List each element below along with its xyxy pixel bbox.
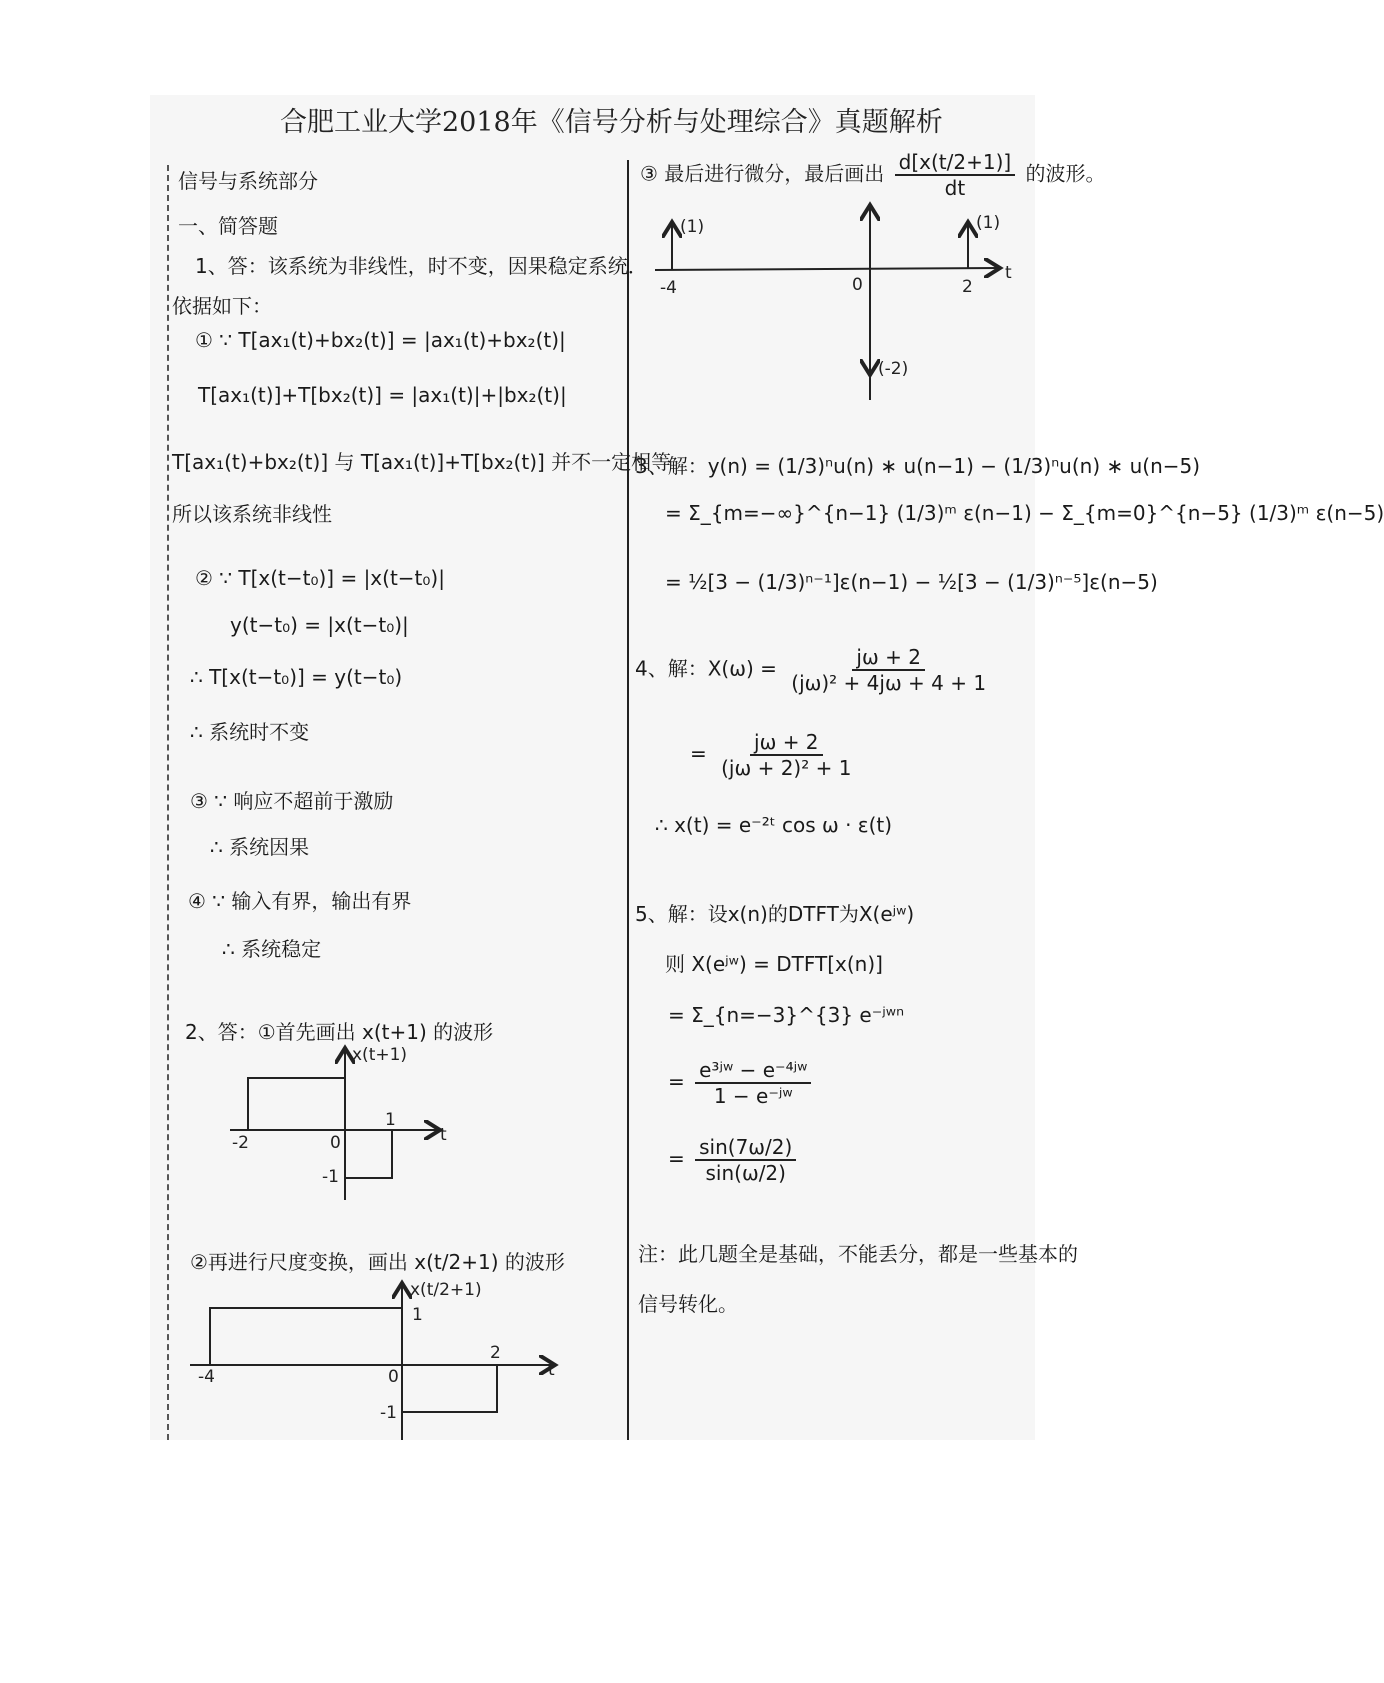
t-label: t [440, 1125, 447, 1145]
part-heading: 一、简答题 [178, 214, 278, 238]
tick-label: 1 [412, 1305, 423, 1325]
q2-heading: 2、答：①首先画出 x(t+1) 的波形 [185, 1020, 494, 1044]
conclusion-line: ∴ 系统时不变 [190, 720, 310, 744]
fraction-numerator: jω + 2 [852, 645, 925, 671]
tick-label: 2 [490, 1343, 501, 1363]
fraction-numerator: d[x(t/2+1)] [895, 150, 1016, 176]
graph-derivative-impulses [655, 205, 1012, 400]
tick-label: -1 [380, 1403, 397, 1423]
tick-label: 0 [852, 275, 863, 295]
tick-label: -2 [232, 1133, 249, 1153]
equation-line: ∴ T[x(t−t₀)] = y(t−t₀) [190, 665, 403, 689]
q5-line: = Σ_{n=−3}^{3} e⁻ʲʷⁿ [668, 1003, 905, 1027]
t-axis [655, 268, 1000, 270]
fraction-denominator: sin(ω/2) [705, 1161, 786, 1185]
equation-line: ② ∵ T[x(t−t₀)] = |x(t−t₀)| [195, 566, 445, 590]
fraction-denominator: dt [944, 176, 966, 200]
equation-line: T[ax₁(t)+bx₂(t)] 与 T[ax₁(t)]+T[bx₂(t)] 并不一定相等 [172, 450, 672, 474]
conclusion-line: ∴ 系统因果 [210, 835, 310, 859]
y-label: x(t/2+1) [410, 1280, 482, 1300]
equation-line: ① ∵ T[ax₁(t)+bx₂(t)] = |ax₁(t)+bx₂(t)| [195, 328, 566, 352]
q5-line: 则 X(eʲʷ) = DTFT[x(n)] [665, 952, 883, 976]
equation-line: y(t−t₀) = |x(t−t₀)| [230, 613, 409, 637]
fraction-denominator: (jω)² + 4jω + 4 + 1 [791, 671, 987, 695]
q4-prefix: 4、解：X(ω) = [635, 656, 777, 681]
impulse-label: (1) [976, 213, 1001, 233]
fraction-denominator: (jω + 2)² + 1 [721, 756, 852, 780]
tick-label: -4 [198, 1367, 215, 1387]
tick-label: 2 [962, 277, 973, 297]
document-title: 合肥工业大学2018年《信号分析与处理综合》真题解析 [280, 107, 943, 138]
impulse-label: (1) [680, 217, 705, 237]
equals-sign: = [690, 741, 707, 766]
section-heading: 信号与系统部分 [178, 169, 318, 193]
graph-x-t-plus-1 [230, 1045, 447, 1200]
graph-x-t-half-plus-1 [190, 1280, 555, 1440]
q1-answer: 1、答：该系统为非线性，时不变，因果稳定系统． [195, 254, 648, 278]
tick-label: 0 [330, 1133, 341, 1153]
fraction-numerator: sin(7ω/2) [695, 1135, 796, 1161]
q4-result: ∴ x(t) = e⁻²ᵗ cos ω · ε(t) [655, 813, 893, 837]
fraction-numerator: jω + 2 [750, 730, 823, 756]
step3-text: ③ 最后进行微分，最后画出 [640, 161, 885, 186]
conclusion-line: ∴ 系统稳定 [222, 937, 322, 961]
q3-line: = ½[3 − (1/3)ⁿ⁻¹]ε(n−1) − ½[3 − (1/3)ⁿ⁻⁵]ε(n−5) [665, 570, 1158, 594]
q3-line: 3、解：y(n) = (1/3)ⁿu(n) ∗ u(n−1) − (1/3)ⁿu(n) ∗ u(n−5) [635, 454, 1201, 478]
basis-label: 依据如下： [172, 294, 272, 318]
step3-suffix: 的波形。 [1025, 161, 1106, 186]
tick-label: 1 [385, 1110, 396, 1130]
q3-line: = Σ_{m=−∞}^{n−1} (1/3)ᵐ ε(n−1) − Σ_{m=0}^{n−5} (1/3)ᵐ ε(n−5) [665, 501, 1384, 525]
tick-label: -1 [322, 1167, 339, 1187]
note-line: 注：此几题全是基础，不能丢分，都是一些基本的 [638, 1242, 1078, 1266]
waveform-negative [402, 1365, 497, 1412]
equals-sign: = [668, 1069, 685, 1094]
fraction-numerator: e³ʲʷ − e⁻⁴ʲʷ [695, 1058, 811, 1084]
waveform-negative [345, 1130, 392, 1178]
waveform-positive [210, 1308, 402, 1365]
tick-label: -4 [660, 278, 677, 298]
equation-line: ④ ∵ 输入有界，输出有界 [188, 889, 412, 913]
note-line: 信号转化。 [638, 1292, 738, 1316]
conclusion-line: 所以该系统非线性 [172, 502, 332, 526]
equation-line: T[ax₁(t)]+T[bx₂(t)] = |ax₁(t)|+|bx₂(t)| [198, 383, 567, 407]
fraction-denominator: 1 − e⁻ʲʷ [713, 1084, 793, 1108]
t-label: t [1005, 263, 1012, 283]
t-label: t [548, 1360, 555, 1380]
y-label: x(t+1) [352, 1045, 408, 1065]
q5-line: 5、解：设x(n)的DTFT为X(eʲʷ) [635, 902, 915, 926]
waveform-positive [248, 1078, 345, 1130]
impulse-label: (-2) [878, 359, 909, 379]
tick-label: 0 [388, 1367, 399, 1387]
q2-step2: ②再进行尺度变换，画出 x(t/2+1) 的波形 [190, 1250, 565, 1274]
equals-sign: = [668, 1146, 685, 1171]
equation-line: ③ ∵ 响应不超前于激励 [190, 789, 394, 813]
